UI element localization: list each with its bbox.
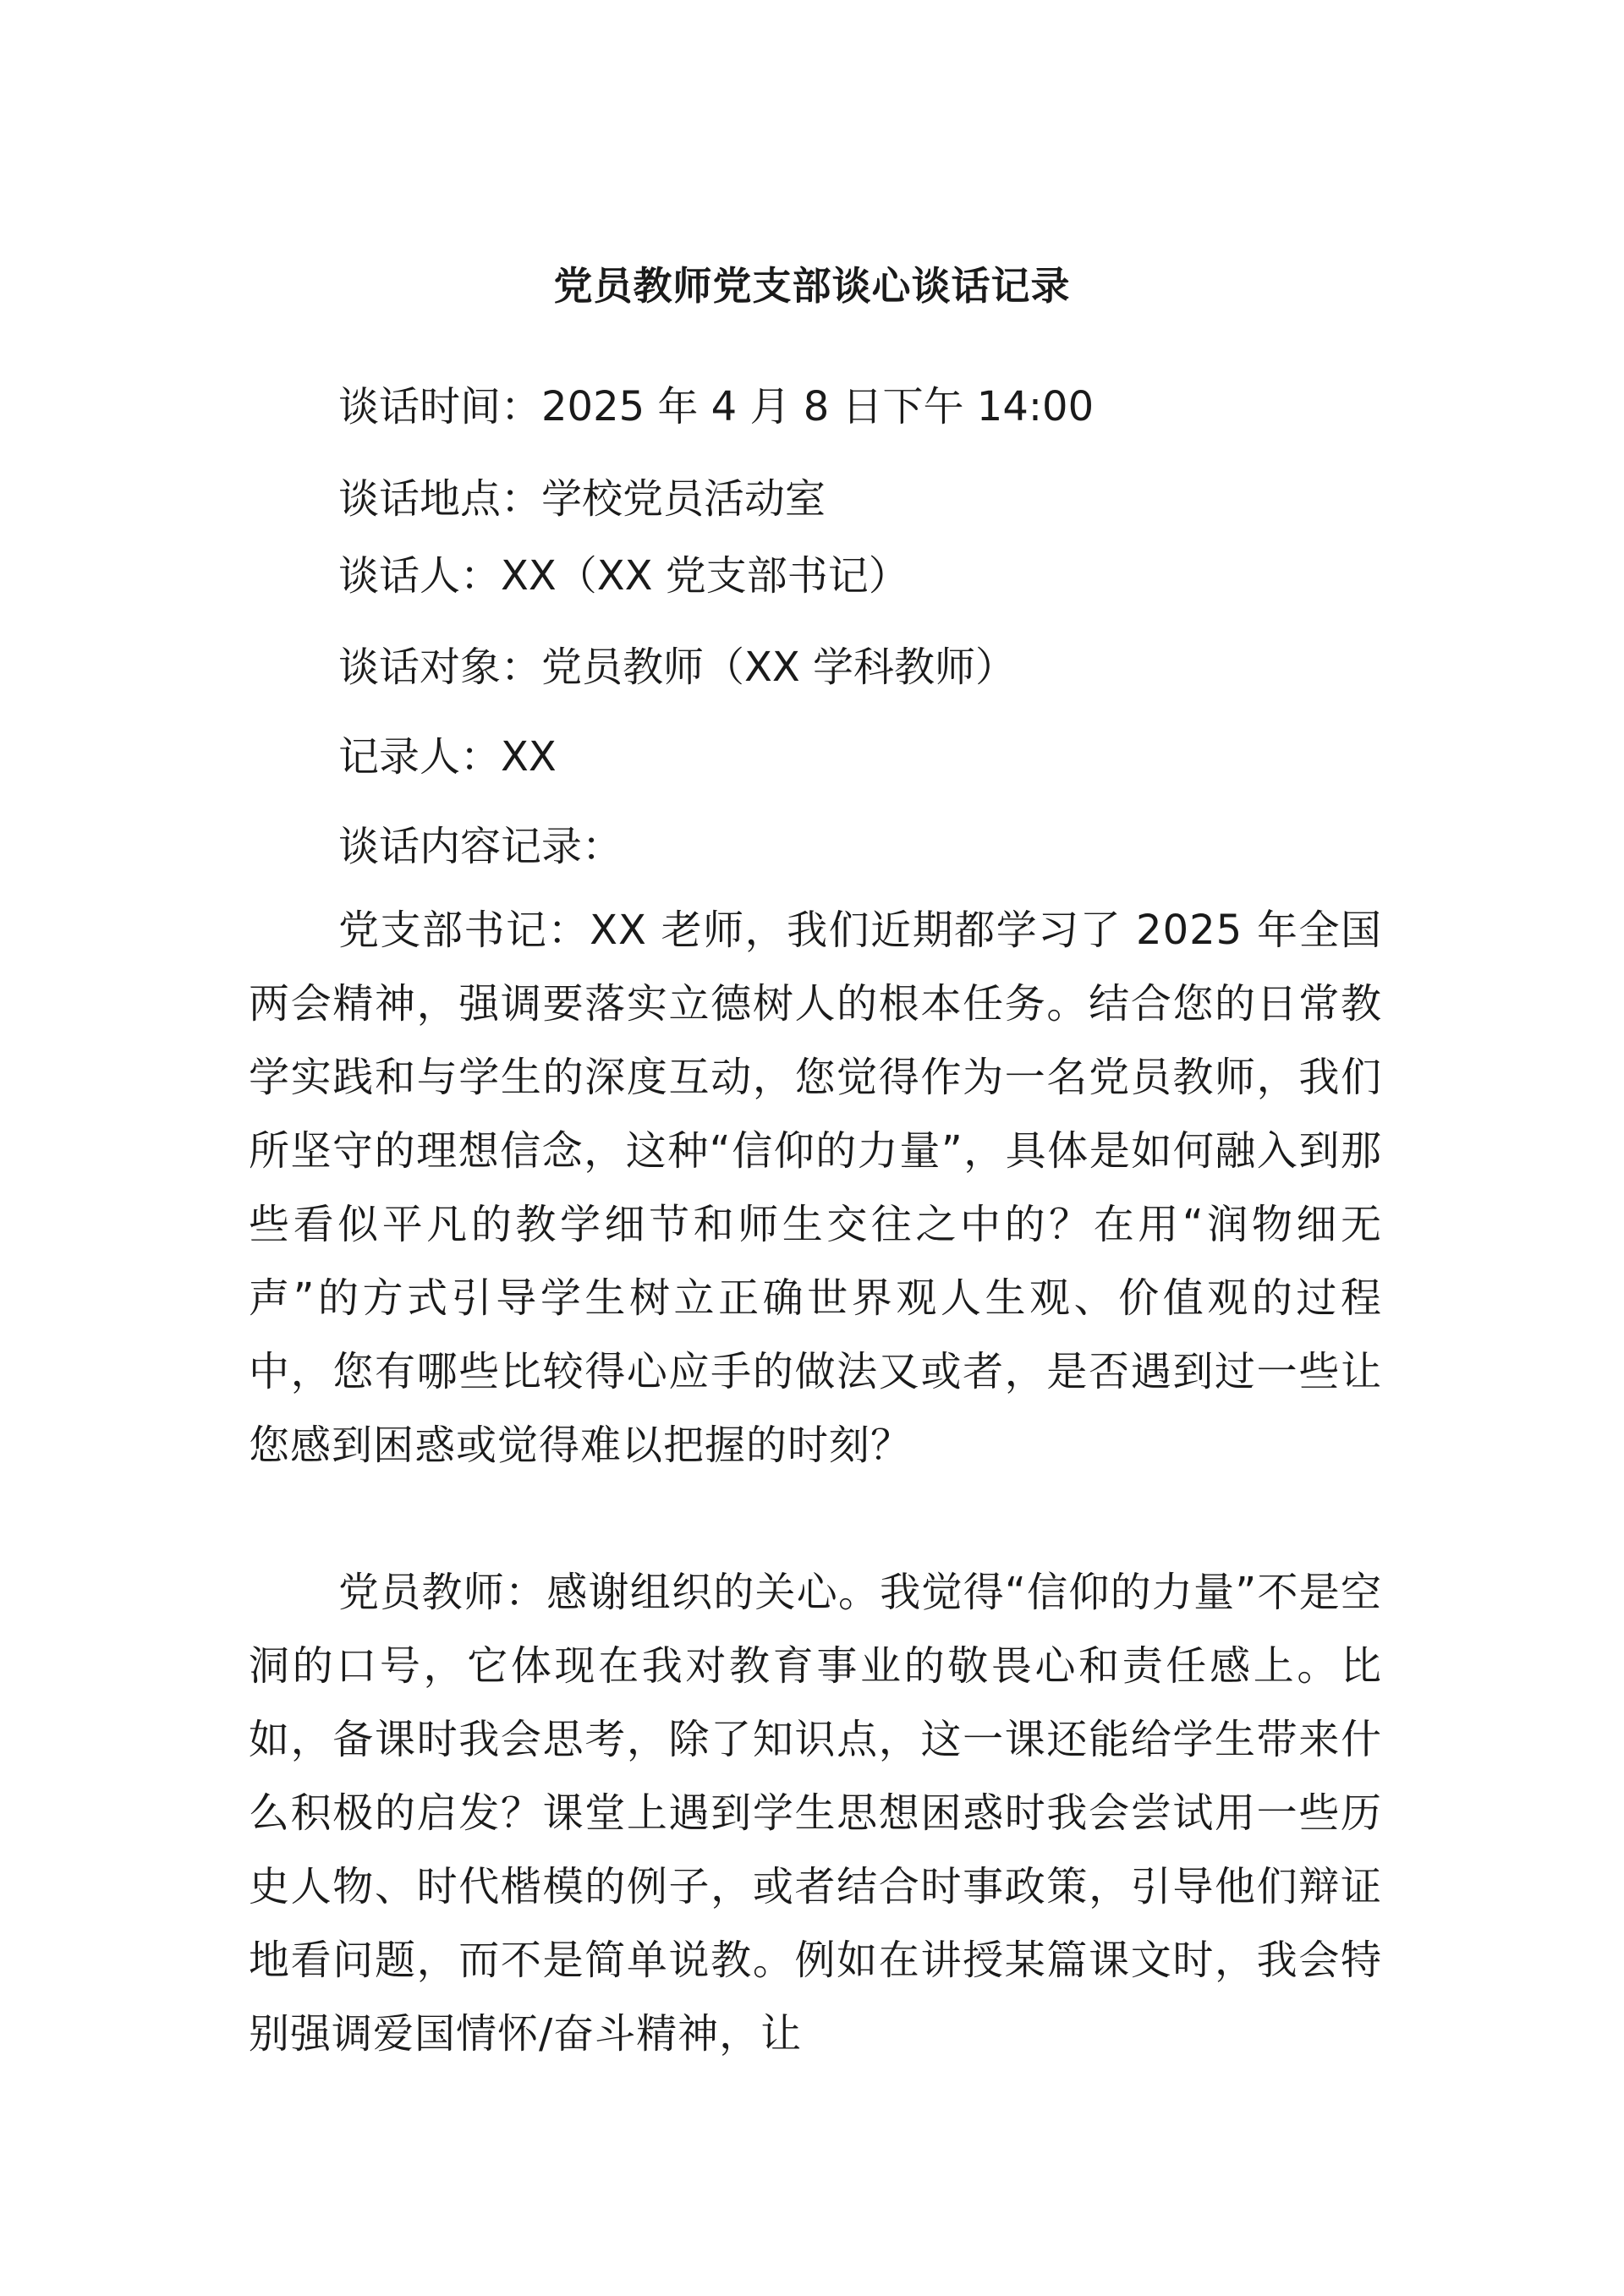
document-title: 党员教师党支部谈心谈话记录 [553,263,1071,309]
paragraph-teacher-answer: 党员教师：感谢组织的关心。我觉得“信仰的力量”不是空洞的口号，它体现在我对教育事业的敬畏心和责任感上。比如，备课时我会思考，除了知识点，这一课还能给学生带来什么积极的启发？课堂上遇到学生思想困惑时我会尝试用一些历史人物、时代楷模的例子，或者结合时事政策，引导他们辩证地看问题，而不是简单说教。例如在讲授某篇课文时，我会特别强调爱国情怀/奋斗精神，让 [249,1569,1382,2058]
paragraph-secretary-question: 党支部书记：XX 老师，我们近期都学习了 2025 年全国两会精神，强调要落实立德树人的根本任务。结合您的日常教学实践和与学生的深度互动，您觉得作为一名党员教师，我们所坚守的理想信念，这种“信仰的力量”，具体是如何融入到那些看似平凡的教学细节和师生交往之中的？在用“润物细无声”的方式引导学生树立正确世界观人生观、价值观的过程中，您有哪些比较得心应手的做法又或者，是否遇到过一些让您感到困惑或觉得难以把握的时刻？ [249,907,1382,1469]
meeting-recorder: 记录人：XX [338,733,557,781]
meeting-time: 谈话时间：2025 年 4 月 8 日下午 14:00 [338,383,1095,430]
meeting-speaker: 谈话人：XX（XX 党支部书记） [338,552,909,600]
content-heading: 谈话内容记录： [338,823,623,870]
meeting-place: 谈话地点：学校党员活动室 [338,475,826,523]
meeting-subject: 谈话对象：党员教师（XX 学科教师） [338,644,1017,691]
